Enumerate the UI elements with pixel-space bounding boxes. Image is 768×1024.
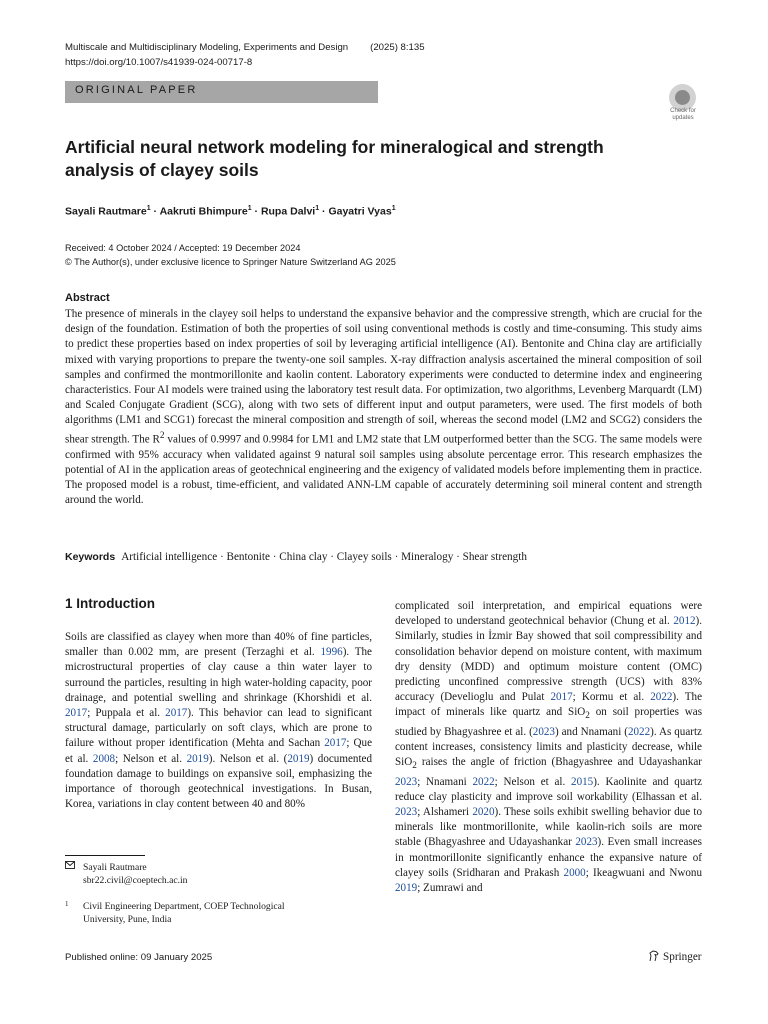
affiliation-line: Civil Engineering Department, COEP Technological [83,901,285,912]
author-separator: · [319,205,329,218]
intro-right-column: complicated soil interpretation, and empirical equations were developed to understand geotechnical behavior (Chung et al. 2012). Similarly, studies in İzmir Bay showed that soil compressibility and consolidation behavior depend on moisture content, with maximum dry density (MDD) and optimum moisture content (OMC) predicting unconfined compressive strength (UCS) with 83% accuracy (Develioglu and Pulat 2017; Kormu et al. 2022). The impact of minerals like quartz and SiO$_2$ on soil properties was studied by Bhagyashree et al. (2023) and Nnamani (2022). As quartz content increases, consistency limits and plasticity decrease, while SiO$_2$ raises the angle of friction (Bhagyashree and Udayashankar 2023; Nnamani 2022; Nelson et al. 2015). Kaolinite and quartz reduce clay plasticity and improve soil workability (Elhassan et al. 2023; Alshameri 2020). These soils exhibit swelling behavior due to minerals like montmorillonite, while kaolin-rich soils are more stable (Bhagyashree and Udayashankar 2023). Even small increases in montmorillonite significantly enhance the expansive nature of clayey soils (Sridharan and Prakash 2000; Ikeagwuani and Nwonu 2019; Zumrawi and [395,600,703,895]
springer-horse-icon [648,950,660,962]
author-list [65,205,396,218]
citation-link[interactable]: 2017 [165,707,188,720]
author-name[interactable]: Sayali Rautmare [65,205,147,218]
copyright-line: © The Author(s), under exclusive licence to Springer Nature Switzerland AG 2025 [65,256,396,267]
citation-link[interactable]: 2012 [673,615,696,628]
author-separator: · [251,205,261,218]
check-for-updates-icon [669,84,696,111]
footnote-divider [65,855,145,856]
citation-link[interactable]: 2022 [650,691,673,704]
corresponding-author-name: Sayali Rautmare [83,862,147,873]
affiliation-line: University, Pune, India [83,914,172,925]
author-name[interactable]: Aakruti Bhimpure [159,205,248,218]
citation-link[interactable]: 2023 [575,836,598,849]
citation-link[interactable]: 2019 [186,752,209,765]
citation-link[interactable]: 2017 [550,691,573,704]
citation-link[interactable]: 2023 [532,725,555,738]
received-accepted-date: Received: 4 October 2024 / Accepted: 19 December 2024 [65,243,301,253]
citation-link[interactable]: 2008 [92,752,116,765]
publisher-logo [648,950,702,963]
citation-link[interactable]: 2017 [324,737,347,750]
citation-link[interactable]: 2019 [287,752,310,765]
citation-link[interactable]: 2023 [395,806,418,819]
journal-header [65,40,425,70]
journal-volume: (2025) 8:135 [370,42,425,53]
keywords-heading: Keywords [65,551,116,563]
author-affiliation: 1 [146,205,151,212]
citation-link[interactable]: 1996 [320,646,343,659]
corresponding-author-note [65,861,187,887]
affiliation-note [65,900,363,926]
citation-link[interactable]: 2019 [395,882,418,895]
published-online-date: Published online: 09 January 2025 [65,952,213,963]
author-affiliation: 1 [315,205,320,212]
abstract-body: The presence of minerals in the clayey soil helps to understand the expansive behavior and the compressive strength, which are crucial for the design of the foundation. Estimation of both the properties of soil using conventional methods is costly and time-consuming. This study aims to predict these properties based on index properties of soil by leveraging artificial intelligence (AI). Bentonite and China clay are artificially mixed with varying proportions to prepare the twenty-one soil samples. X-ray diffraction analysis ascertained the mineral composition of soil samples and confirmed the montmorillonite and kaolin content. Laboratory experiments were conducted to determine index and engineering characteristics. Four AI models were trained using the laboratory test result data. For optimization, two algorithms, Levenberg Marquardt (LM) and Scaled Conjugate Gradient (SCG), along with two sets of different input and output parameters, were used. The first models of both algorithms (LM1 and SCG1) forecast the mineral composition and strength of soil, whereas the second model (LM2 and SCG2) considers the shear strength. The $R^2$ values of 0.9997 and 0.9984 for LM1 and LM2 state that LM outperformed better than the SCG. The same models were confirmed with 95% accuracy when validated against 9 natural soil samples using absolute percentage error. This research emphasizes the potential of AI in the application areas of geotechnical engineering and the exigency of validated models before implementing them in practice. The proposed model is a robust, time-efficient, and validated ANN-LM capable of accurately determining soil mineral content and strength around the world. [65,308,703,507]
citation-link[interactable]: 2020 [472,806,495,819]
author-name[interactable]: Rupa Dalvi [260,205,316,218]
doi-link[interactable]: https://doi.org/10.1007/s41939-024-00717-8 [65,57,253,68]
citation-link[interactable]: 2022 [627,725,651,738]
citation-link[interactable]: 2000 [563,866,586,879]
author-separator: · [150,205,160,218]
citation-link[interactable]: 2023 [395,775,418,788]
keywords [65,551,705,563]
affiliation-number: 1 [65,900,69,908]
author-affiliation: 1 [391,205,396,212]
publisher-name: Springer [663,951,702,963]
article-type-bar [65,81,378,103]
check-for-updates-text: Check for updates [670,108,696,121]
citation-link[interactable]: 2017 [65,707,88,720]
article-title: Artificial neural network modeling for mineralogical and strength analysis of clayey soils [65,137,604,180]
article-dates [65,242,396,269]
author-name[interactable]: Gayatri Vyas [328,205,392,218]
envelope-icon [65,861,75,869]
article-type-label: ORIGINAL PAPER [75,84,198,96]
keywords-list: Artificial intelligence · Bentonite · China clay · Clayey soils · Mineralogy · Shear strength [121,551,527,563]
corresponding-author-email[interactable]: sbr22.civil@coeptech.ac.in [83,875,188,886]
citation-link[interactable]: 2022 [472,775,495,788]
section-heading: 1 Introduction [65,596,155,611]
citation-link[interactable]: 2015 [571,775,594,788]
journal-name: Multiscale and Multidisciplinary Modeling, Experiments and Design [65,42,349,53]
abstract-heading: Abstract [65,292,110,304]
intro-left-column: Soils are classified as clayey when more than 40% of fine particles, smaller than 0.002 mm, are present (Terzaghi et al. 1996). The microstructural properties of clay cause a thin water layer to surround the particles, resulting in high water-holding capacity, poor drainage, and potential swelling and shrinkage (Khorshidi et al. 2017; Puppala et al. 2017). This behavior can lead to significant structural damage, particularly on soft clays, which are prone to failure without proper identification (Mehta and Sachan 2017; Que et al. 2008; Nelson et al. 2019). Nelson et al. (2019) documented foundation damage to buildings on expansive soil, emphasizing the importance of thorough geotechnical investigations. In Busan, Korea, variations in clay content between 40 and 80% [65,631,373,811]
author-affiliation: 1 [247,205,252,212]
check-for-updates-badge[interactable] [664,84,702,124]
